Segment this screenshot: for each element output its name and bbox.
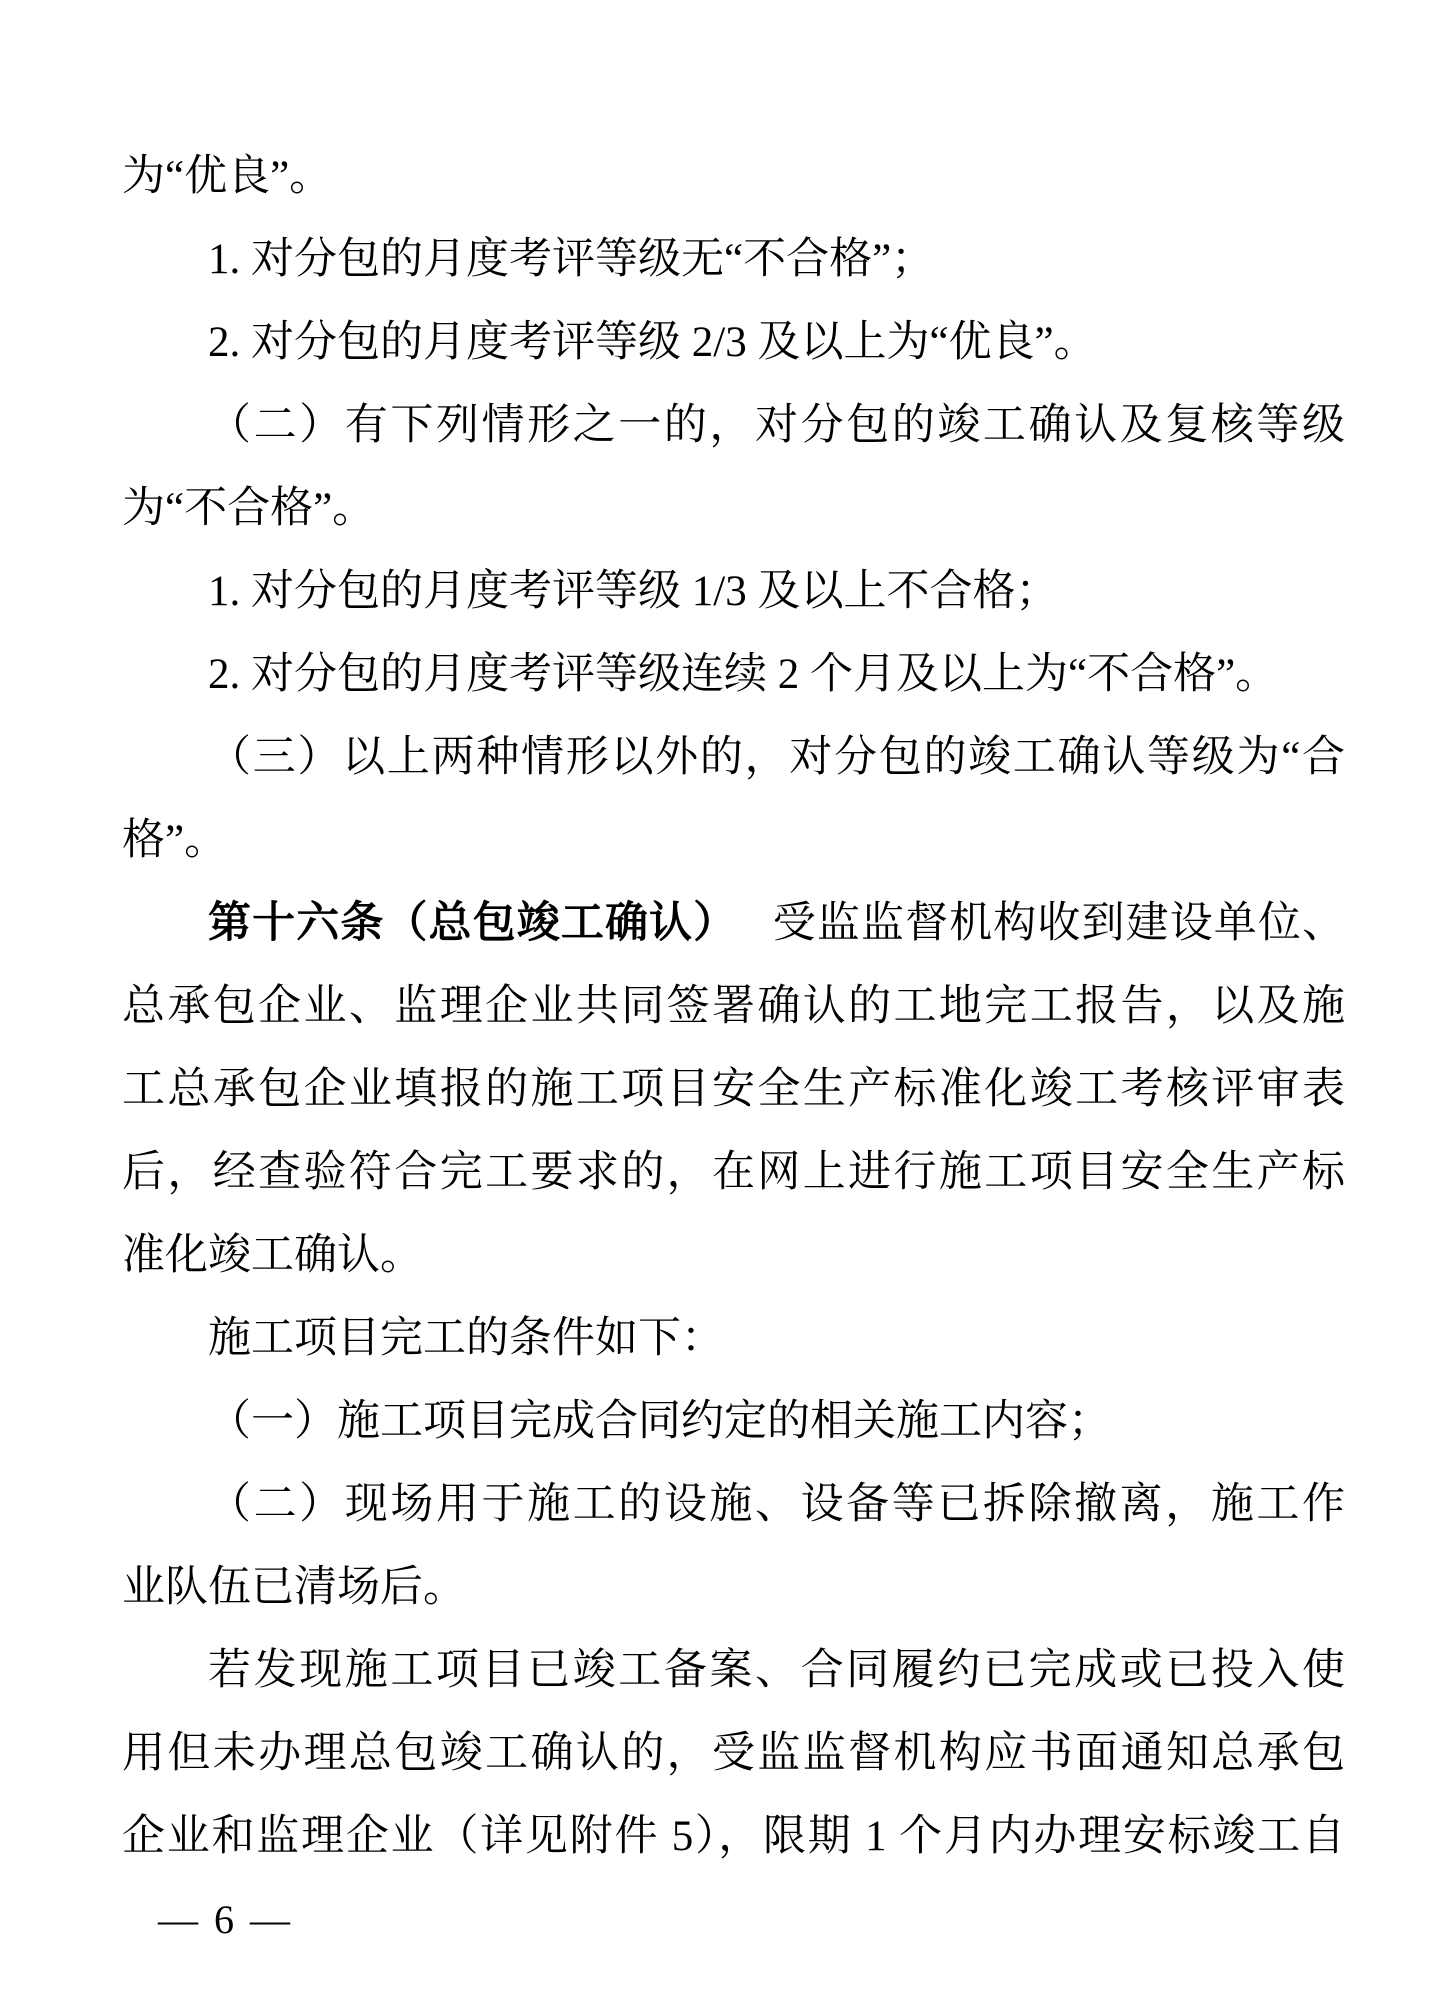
- paragraph-line: （三）以上两种情形以外的，对分包的竣工确认等级为“合: [208, 734, 1345, 781]
- list-item-line: （二）现场用于施工的设施、设备等已拆除撤离，施工作: [208, 1481, 1345, 1528]
- paragraph-line: 若发现施工项目已竣工备案、合同履约已完成或已投入使: [208, 1647, 1345, 1694]
- paragraph-line: 用但未办理总包竣工确认的，受监监督机构应书面通知总承包: [122, 1730, 1345, 1777]
- document-body: [122, 135, 1345, 1878]
- paragraph-line: 总承包企业、监理企业共同签署确认的工地完工报告，以及施: [122, 983, 1345, 1030]
- paragraph-line: 格”。: [122, 817, 228, 864]
- paragraph-line: 企业和监理企业（详见附件 5），限期 1 个月内办理安标竣工自: [122, 1813, 1345, 1860]
- page-number: — 6 —: [158, 1897, 293, 1942]
- list-item-line: 2. 对分包的月度考评等级 2/3 及以上为“优良”。: [208, 319, 1097, 366]
- article-16-body-start: 受监监督机构收到建设单位、: [771, 900, 1346, 947]
- paragraph-line: 为“不合格”。: [122, 485, 376, 532]
- list-item-line: （一）施工项目完成合同约定的相关施工内容；: [208, 1398, 1111, 1445]
- paragraph-line: 施工项目完工的条件如下：: [208, 1315, 724, 1362]
- paragraph-line: 工总承包企业填报的施工项目安全生产标准化竣工考核评审表: [122, 1066, 1345, 1113]
- article-16-heading-line: [122, 882, 1345, 965]
- paragraph-line: 后，经查验符合完工要求的，在网上进行施工项目安全生产标: [122, 1149, 1345, 1196]
- list-item-line: 1. 对分包的月度考评等级无“不合格”；: [208, 236, 935, 283]
- article-16-heading: 第十六条（总包竣工确认）: [208, 899, 738, 947]
- paragraph-line: 准化竣工确认。: [122, 1232, 423, 1279]
- list-item-line: 1. 对分包的月度考评等级 1/3 及以上不合格；: [208, 568, 1059, 615]
- paragraph-line: 为“优良”。: [122, 153, 333, 200]
- paragraph-line: （二）有下列情形之一的，对分包的竣工确认及复核等级: [208, 402, 1345, 449]
- paragraph-line: 业队伍已清场后。: [122, 1564, 466, 1611]
- list-item-line: 2. 对分包的月度考评等级连续 2 个月及以上为“不合格”。: [208, 651, 1279, 698]
